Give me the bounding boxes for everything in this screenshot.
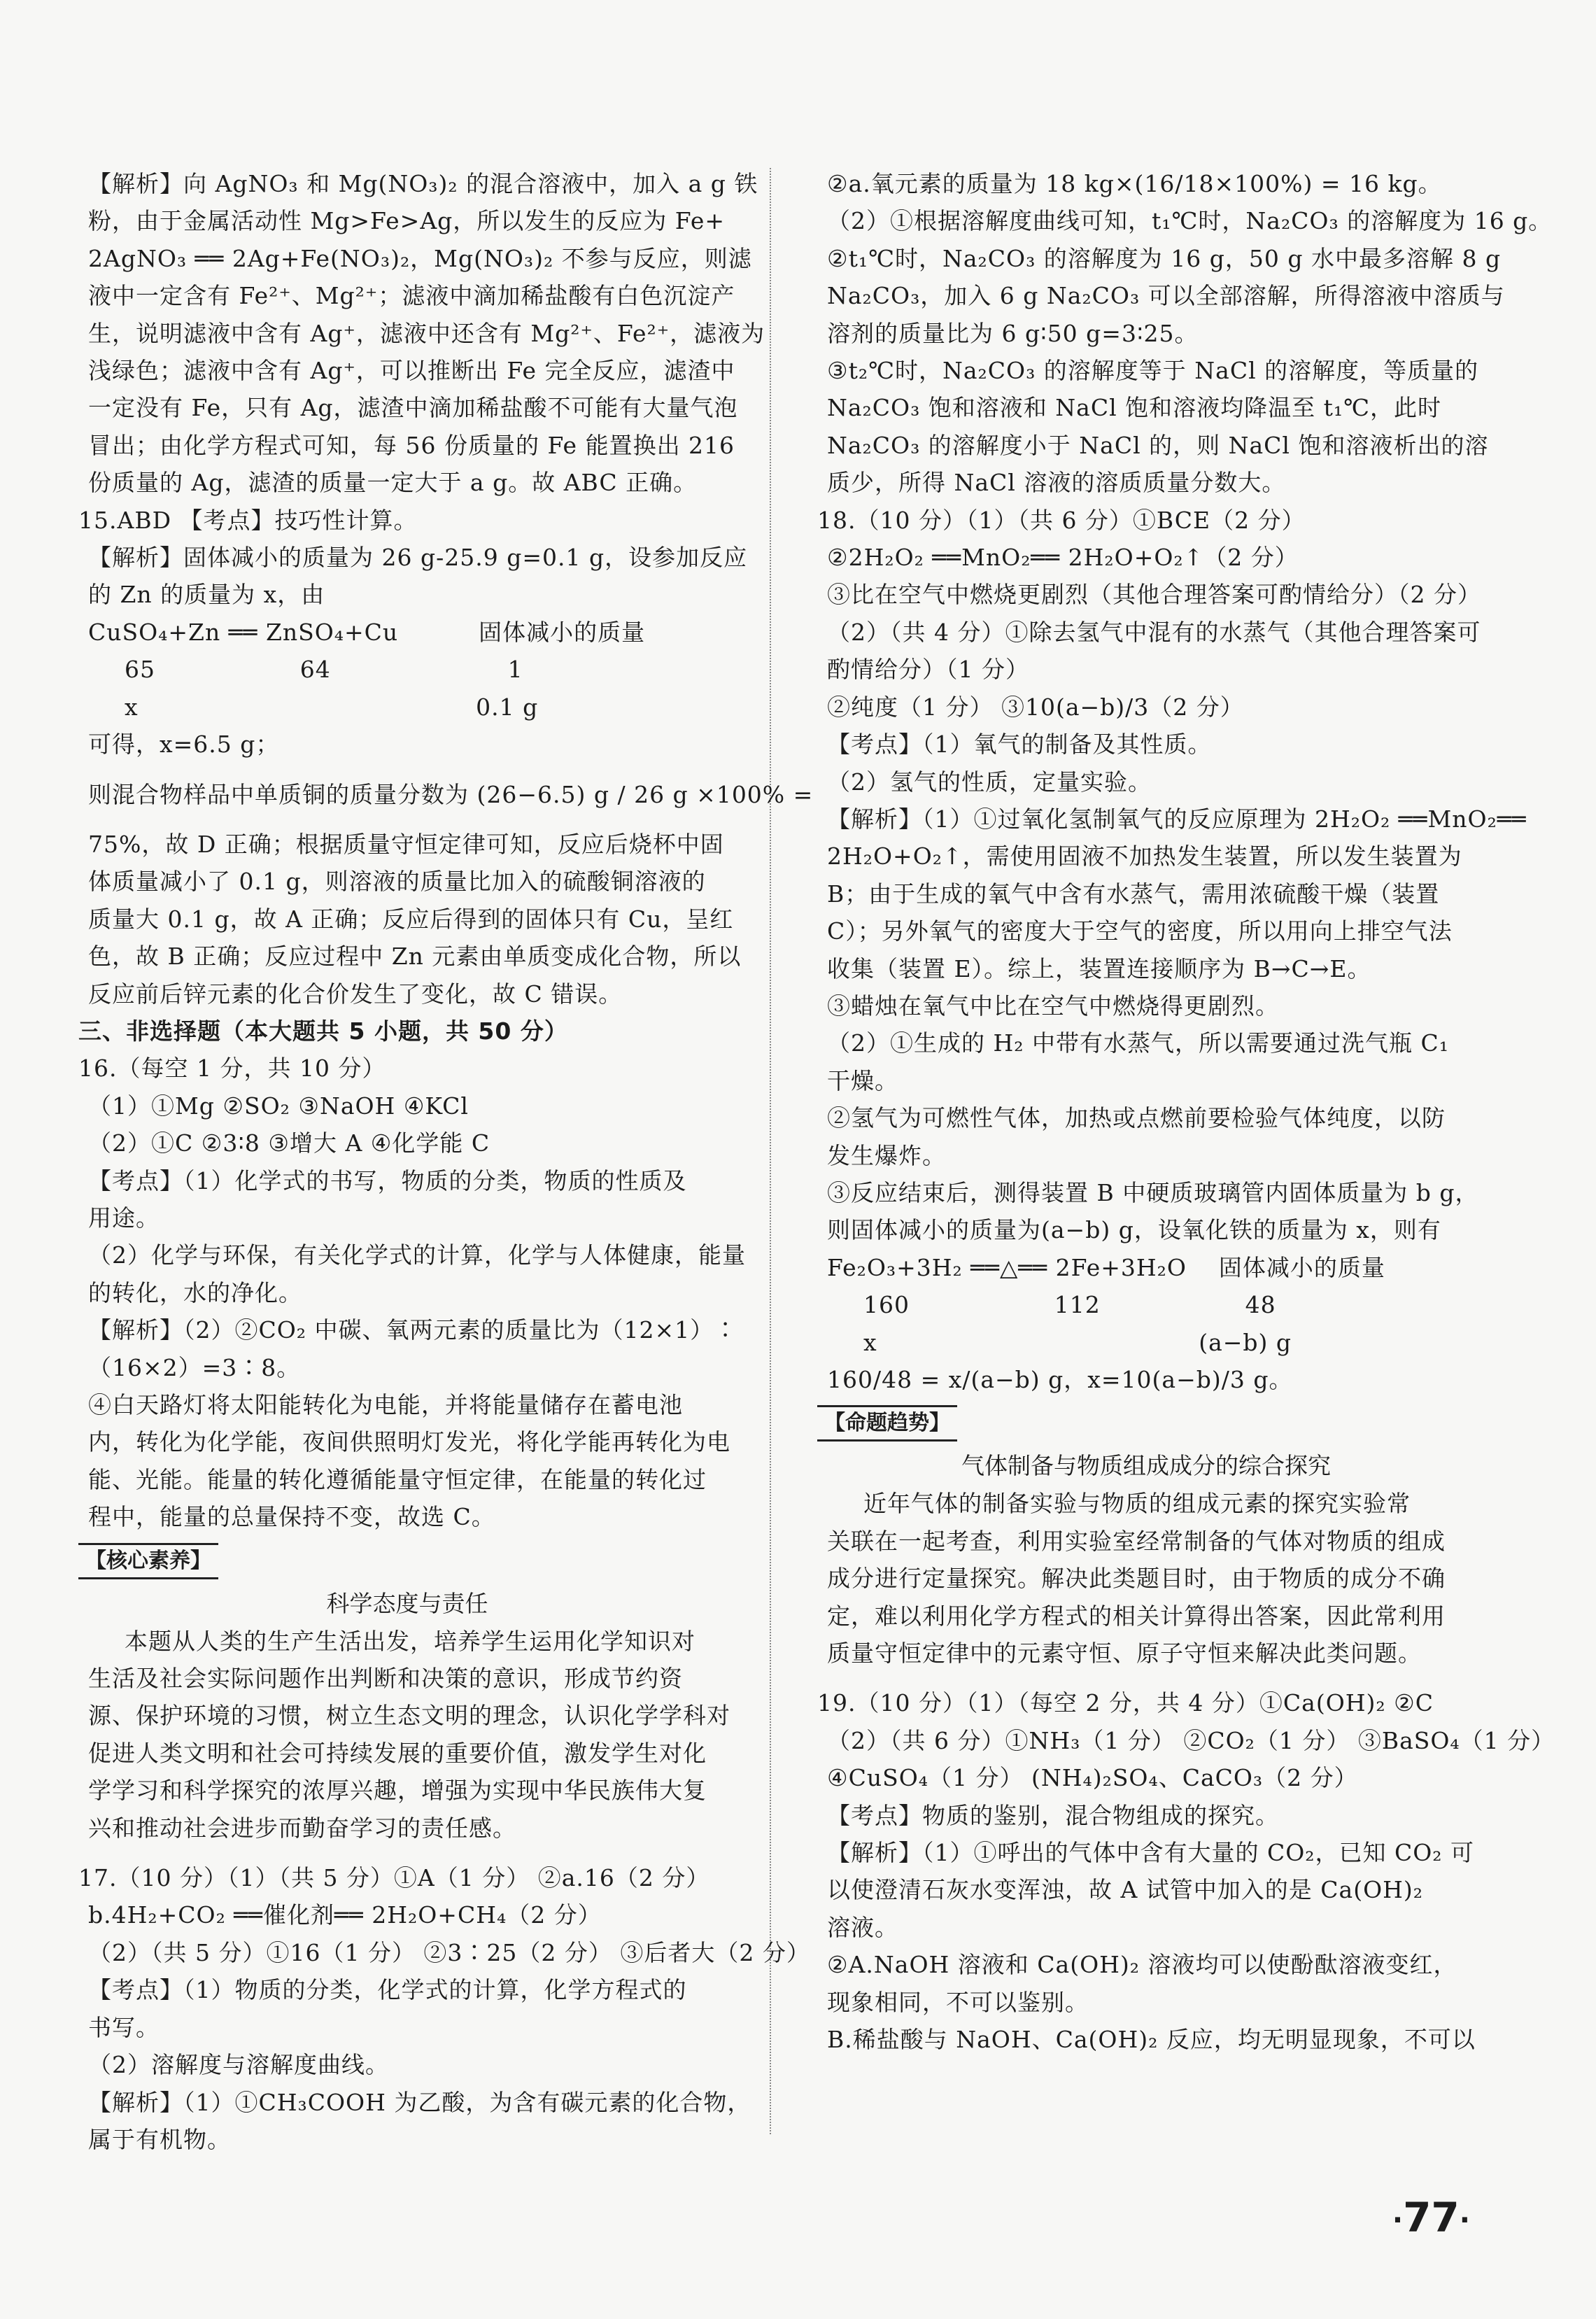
text-line: （2）①C ②3∶8 ③增大 A ④化学能 C <box>88 1129 490 1157</box>
equation-row: 65 64 1 <box>125 656 523 684</box>
q17-answer <box>78 1859 810 2158</box>
text-line: 【考点】（1）物质的分类，化学式的计算，化学方程式的 <box>88 1976 687 2004</box>
text-line: 本题从人类的生产生活出发，培养学生运用化学知识对 <box>125 1627 695 1655</box>
text-line: 程中，能量的总量保持不变，故选 C。 <box>88 1503 495 1531</box>
text-line: 质量守恒定律中的元素守恒、原子守恒来解决此类问题。 <box>827 1640 1422 1668</box>
text-line: ③蜡烛在氧气中比在空气中燃烧得更剧烈。 <box>827 992 1279 1020</box>
core-literacy-paragraph <box>78 1623 736 1847</box>
text-line: 源、保护环境的习惯，树立生态文明的理念，认识化学学科对 <box>88 1702 730 1730</box>
text-line: 能、光能。能量的转化遵循能量守恒定律，在能量的转化过 <box>88 1465 707 1493</box>
text-line: 生，说明滤液中含有 Ag⁺，滤液中还含有 Mg²⁺、Fe²⁺，滤液为 <box>88 319 765 347</box>
left-column <box>78 165 814 2158</box>
text-line: 浅绿色；滤液中含有 Ag⁺，可以推断出 Fe 完全反应，滤渣中 <box>88 357 735 385</box>
text-line: 学学习和科学探究的浓厚兴趣，增强为实现中华民族伟大复 <box>88 1777 707 1805</box>
question-head: 15.ABD 【考点】技巧性计算。 <box>78 506 418 534</box>
text-line: 成分进行定量探究。解决此类题目时，由于物质的成分不确 <box>827 1565 1446 1593</box>
text-line: ②A.NaOH 溶液和 Ca(OH)₂ 溶液均可以使酚酞溶液变红， <box>827 1951 1457 1979</box>
text-line: 17.（10 分）（1）（共 5 分）①A（1 分） ②a.16（2 分） <box>78 1864 710 1892</box>
text-line: Na₂CO₃ 饱和溶液和 NaCl 饱和溶液均降温至 t₁℃，此时 <box>827 394 1442 422</box>
text-line: 16.（每空 1 分，共 10 分） <box>78 1055 386 1083</box>
text-line: （16×2）=3∶8。 <box>88 1353 301 1381</box>
text-line: 书写。 <box>88 2013 160 2041</box>
q16-answer <box>78 1050 746 1535</box>
text-line: 2H₂O+O₂↑，需使用固液不加热发生装置，所以发生装置为 <box>827 843 1462 870</box>
text-line: 定，难以利用化学方程式的相关计算得出答案，因此常利用 <box>827 1602 1446 1630</box>
text-line: 【解析】固体减小的质量为 26 g-25.9 g=0.1 g，设参加反应 <box>88 544 748 572</box>
text-line: 【考点】（1）氧气的制备及其性质。 <box>827 731 1212 759</box>
q14-analysis <box>78 165 765 502</box>
text-line: （2）溶解度与溶解度曲线。 <box>88 2051 389 2079</box>
trend-title: 气体制备与物质组成成分的综合探究 <box>961 1452 1331 1480</box>
text-line: ④CuSO₄（1 分） (NH₄)₂SO₄、CaCO₃（2 分） <box>827 1764 1358 1792</box>
trend-paragraph <box>817 1485 1475 1672</box>
q17-continued <box>817 165 1553 502</box>
text-line: （2）①生成的 H₂ 中带有水蒸气，所以需要通过洗气瓶 C₁ <box>827 1029 1449 1057</box>
text-line: ②纯度（1 分） ③10(a−b)/3（2 分） <box>827 693 1244 721</box>
chemical-equation: ②2H₂O₂ ══MnO₂══ 2H₂O+O₂↑（2 分） <box>827 544 1299 572</box>
text-line: 现象相同，不可以鉴别。 <box>827 1988 1089 2016</box>
text-line: 关联在一起考查，利用实验室经常制备的气体对物质的组成 <box>827 1527 1446 1555</box>
text-line: 【考点】物质的鉴别，混合物组成的探究。 <box>827 1801 1279 1829</box>
page-number <box>1392 2194 1470 2241</box>
fraction-line: 则混合物样品中单质铜的质量分数为 (26−6.5) g / 26 g ×100% = <box>88 780 814 808</box>
column-divider <box>770 168 771 2134</box>
text-line: 体质量减小了 0.1 g，则溶液的质量比加入的硫酸铜溶液的 <box>88 868 706 896</box>
text-line: B.稀盐酸与 NaOH、Ca(OH)₂ 反应，均无明显现象，不可以 <box>827 2026 1476 2054</box>
text-line: 液中一定含有 Fe²⁺、Mg²⁺；滤液中滴加稀盐酸有白色沉淀产 <box>88 282 735 310</box>
core-literacy-tag: 【核心素养】 <box>78 1543 218 1579</box>
q18-answer <box>817 502 1527 1399</box>
text-line: 色，故 B 正确；反应过程中 Zn 元素由单质变成化合物，所以 <box>88 943 742 971</box>
text-line: 18.（10 分）（1）（共 6 分）①BCE（2 分） <box>817 506 1306 534</box>
text-line: 可得，x=6.5 g； <box>88 731 280 759</box>
text-line: 的 Zn 的质量为 x，由 <box>88 581 325 609</box>
text-line: ②a.氧元素的质量为 18 kg×(16/18×100%) = 16 kg。 <box>827 170 1442 197</box>
text-line: 则固体减小的质量为(a−b) g，设氧化铁的质量为 x，则有 <box>827 1216 1441 1244</box>
core-literacy-title: 科学态度与责任 <box>326 1589 488 1617</box>
text-line: 冒出；由化学方程式可知，每 56 份质量的 Fe 能置换出 216 <box>88 431 735 459</box>
text-line: Na₂CO₃ 的溶解度小于 NaCl 的，则 NaCl 饱和溶液析出的溶 <box>827 431 1489 459</box>
text-line: 用途。 <box>88 1204 160 1232</box>
text-line: Na₂CO₃，加入 6 g Na₂CO₃ 可以全部溶解，所得溶液中溶质与 <box>827 282 1505 310</box>
text-line: （2）（共 4 分）①除去氢气中混有的水蒸气（其他合理答案可 <box>827 618 1481 646</box>
page-number-dot-left: · <box>1392 2204 1404 2236</box>
trend-tag: 【命题趋势】 <box>817 1405 957 1442</box>
text-line: 收集（装置 E）。综上，装置连接顺序为 B→C→E。 <box>827 954 1371 982</box>
text-line: 促进人类文明和社会可持续发展的重要价值，激发学生对化 <box>88 1739 707 1767</box>
text-line: 反应前后锌元素的化合价发生了变化，故 C 错误。 <box>88 980 623 1008</box>
chemical-equation: b.4H₂+CO₂ ══催化剂══ 2H₂O+CH₄（2 分） <box>88 1901 602 1929</box>
page-number-value: 77 <box>1403 2194 1460 2241</box>
page-number-dot-right: · <box>1459 2204 1470 2236</box>
text-line: 的转化，水的净化。 <box>88 1278 302 1306</box>
text-line: 酌情给分）（1 分） <box>827 656 1029 684</box>
text-line: 75%，故 D 正确；根据质量守恒定律可知，反应后烧杯中固 <box>88 830 724 858</box>
text-line: （2）（共 5 分）①16（1 分） ②3∶25（2 分） ③后者大（2 分） <box>88 1938 810 1966</box>
text-line: B；由于生成的氧气中含有水蒸气，需用浓硫酸干燥（装置 <box>827 880 1440 908</box>
text-line: 质量大 0.1 g，故 A 正确；反应后得到的固体只有 Cu，呈红 <box>88 905 734 933</box>
text-line: （2）①根据溶解度曲线可知，t₁℃时，Na₂CO₃ 的溶解度为 16 g。 <box>827 207 1553 235</box>
text-line: 属于有机物。 <box>88 2125 231 2153</box>
text-line: ④白天路灯将太阳能转化为电能，并将能量储存在蓄电池 <box>88 1391 683 1418</box>
equation-row: x (a−b) g <box>863 1328 1292 1356</box>
equation-row: x 0.1 g <box>125 693 539 721</box>
text-line: C）；另外氧气的密度大于空气的密度，所以用向上排空气法 <box>827 917 1453 945</box>
text-line: 内，转化为化学能，夜间供照明灯发光，将化学能再转化为电 <box>88 1428 730 1456</box>
text-line: 19.（10 分）（1）（每空 2 分，共 4 分）①Ca(OH)₂ ②C <box>817 1689 1434 1717</box>
text-line: 近年气体的制备实验与物质的组成元素的探究实验常 <box>863 1490 1411 1518</box>
text-line: （1）①Mg ②SO₂ ③NaOH ④KCl <box>88 1092 469 1120</box>
text-line: 2AgNO₃ ══ 2Ag+Fe(NO₃)₂，Mg(NO₃)₂ 不参与反应，则滤 <box>88 244 752 272</box>
text-line: 一定没有 Fe，只有 Ag，滤渣中滴加稀盐酸不可能有大量气泡 <box>88 394 738 422</box>
text-line: （2）化学与环保，有关化学式的计算，化学与人体健康，能量 <box>88 1241 746 1269</box>
chemical-equation: Fe₂O₃+3H₂ ══△══ 2Fe+3H₂O 固体减小的质量 <box>827 1253 1385 1281</box>
text-line: 【解析】向 AgNO₃ 和 Mg(NO₃)₂ 的混合溶液中，加入 a g 铁 <box>88 170 758 197</box>
text-line: ③比在空气中燃烧更剧烈（其他合理答案可酌情给分）（2 分） <box>827 581 1481 609</box>
section-heading: 三、非选择题（本大题共 5 小题，共 50 分） <box>78 1017 568 1045</box>
text-line: 溶剂的质量比为 6 g∶50 g=3∶25。 <box>827 319 1199 347</box>
text-line: ③t₂℃时，Na₂CO₃ 的溶解度等于 NaCl 的溶解度，等质量的 <box>827 357 1479 385</box>
equation-row: 160 112 48 <box>863 1291 1276 1319</box>
text-line: 兴和推动社会进步而勤奋学习的责任感。 <box>88 1814 516 1842</box>
text-line: 发生爆炸。 <box>827 1141 946 1169</box>
text-line: 【解析】（1）①过氧化氢制氧气的反应原理为 2H₂O₂ ══MnO₂══ <box>827 805 1527 833</box>
text-line: 【解析】（1）①呼出的气体中含有大量的 CO₂，已知 CO₂ 可 <box>827 1839 1475 1867</box>
right-column <box>817 165 1555 2059</box>
fraction-line: 160/48 = x/(a−b) g，x=10(a−b)/3 g。 <box>827 1366 1293 1393</box>
text-line: 以使澄清石灰水变浑浊，故 A 试管中加入的是 Ca(OH)₂ <box>827 1876 1424 1904</box>
text-line: 【解析】（2）②CO₂ 中碳、氧两元素的质量比为（12×1）∶ <box>88 1316 738 1344</box>
text-line: 干燥。 <box>827 1066 898 1094</box>
text-line: 份质量的 Ag，滤渣的质量一定大于 a g。故 ABC 正确。 <box>88 469 698 497</box>
text-line: 溶液。 <box>827 1913 898 1941</box>
text-line: （2）氢气的性质，定量实验。 <box>827 768 1152 796</box>
text-line: 生活及社会实际问题作出判断和决策的意识，形成节约资 <box>88 1665 683 1693</box>
q15-answer <box>78 502 814 1013</box>
text-line: 【考点】（1）化学式的书写，物质的分类，物质的性质及 <box>88 1166 687 1194</box>
text-line: ③反应结束后，测得装置 B 中硬质玻璃管内固体质量为 b g， <box>827 1178 1479 1206</box>
text-line: ②t₁℃时，Na₂CO₃ 的溶解度为 16 g，50 g 水中最多溶解 8 g <box>827 244 1502 272</box>
text-line: ②氢气为可燃性气体，加热或点燃前要检验气体纯度，以防 <box>827 1104 1446 1132</box>
text-line: 粉，由于金属活动性 Mg>Fe>Ag，所以发生的反应为 Fe+ <box>88 207 726 235</box>
text-line: （2）（共 6 分）①NH₃（1 分） ②CO₂（1 分） ③BaSO₄（1 分） <box>827 1726 1555 1754</box>
text-line: 质少，所得 NaCl 溶液的溶质质量分数大。 <box>827 469 1286 497</box>
text-line: 【解析】（1）①CH₃COOH 为乙酸，为含有碳元素的化合物， <box>88 2088 751 2116</box>
chemical-equation: CuSO₄+Zn ══ ZnSO₄+Cu 固体减小的质量 <box>88 618 646 646</box>
q19-answer <box>817 1684 1555 2058</box>
